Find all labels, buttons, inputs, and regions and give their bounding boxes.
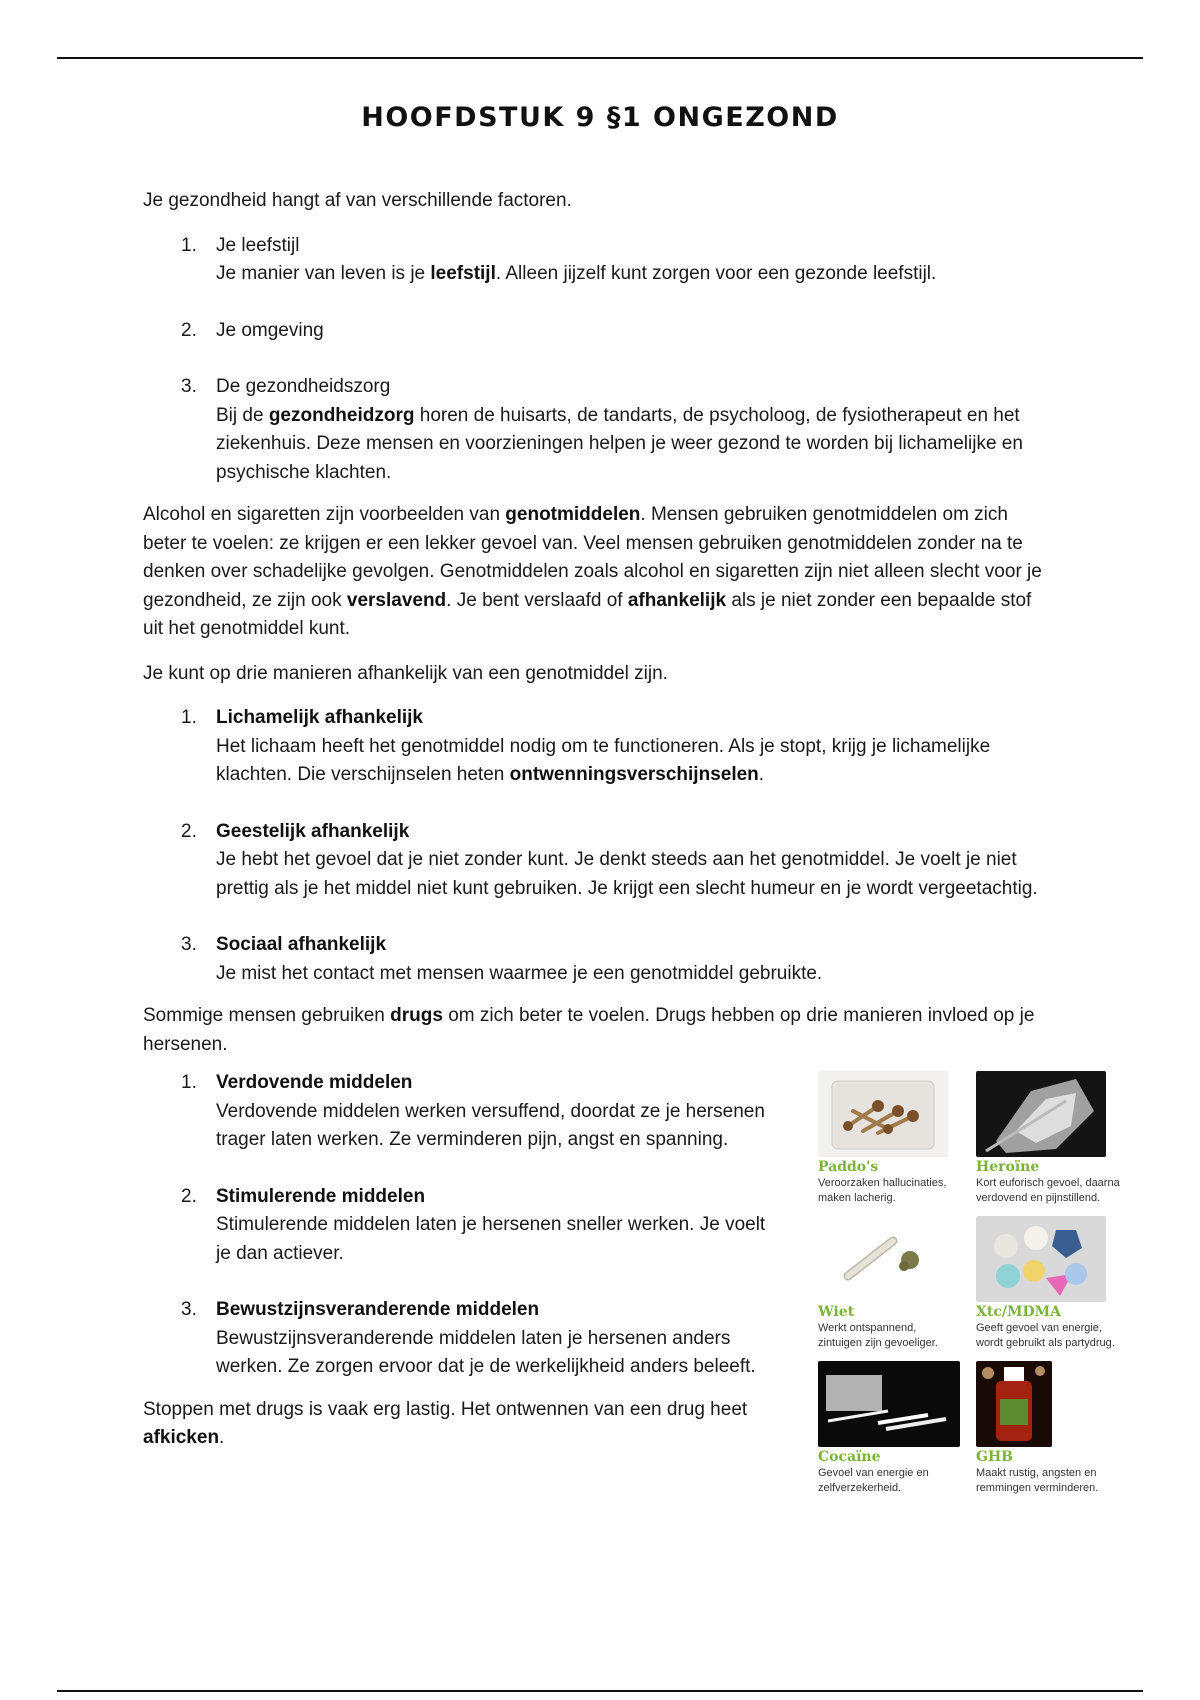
page-title: HOOFDSTUK 9 §1 ONGEZOND bbox=[361, 102, 839, 133]
item-title: Sociaal afhankelijk bbox=[216, 934, 387, 955]
item-body: Je manier van leven is je leefstijl. Alleen jijzelf kunt zorgen voor een gezonde leefstijl. bbox=[216, 263, 937, 284]
drug-name: Heroïne bbox=[976, 1159, 1040, 1175]
drug-card-heroine bbox=[976, 1071, 1134, 1206]
drug-description: Gevoel van energie en zelfverzekerheid. bbox=[818, 1467, 929, 1494]
list-item: 2. Je omgeving bbox=[143, 317, 1043, 346]
factors-list bbox=[143, 232, 1043, 488]
intro-paragraph: Je gezondheid hangt af van verschillende factoren. bbox=[143, 190, 572, 211]
drug-description: Werkt ontspannend, zintuigen zijn gevoeliger. bbox=[818, 1322, 938, 1349]
middelen-list bbox=[143, 1069, 783, 1382]
genotmiddelen-paragraph: Alcohol en sigaretten zijn voorbeelden van genotmiddelen. Mensen gebruiken genotmiddelen om zich beter te voelen: ze krijgen er een lekker gevoel van. Veel mensen gebruiken genotmiddelen zonder na te denken over schadelijke gevolgen. Genotmiddelen zoals alcohol en sigaretten zijn niet alleen slecht voor je gezondheid, ze zijn ook verslavend. Je bent verslaafd of afhankelijk als je niet zonder een bepaalde stof uit het genotmiddel kunt. bbox=[143, 504, 1042, 639]
drugs-image-panel bbox=[818, 1071, 1148, 1496]
afhankelijk-intro: Je kunt op drie manieren afhankelijk van een genotmiddel zijn. bbox=[143, 662, 668, 684]
item-title: De gezondheidszorg bbox=[216, 376, 391, 397]
wiet-photo-icon bbox=[818, 1216, 948, 1302]
stoppen-paragraph: Stoppen met drugs is vaak erg lastig. Het ontwennen van een drug heet afkicken. bbox=[143, 1398, 748, 1448]
drug-description: Geeft gevoel van energie, wordt gebruikt als partydrug. bbox=[976, 1322, 1115, 1349]
drug-card-xtc bbox=[976, 1216, 1134, 1351]
drug-description: Veroorzaken hallucinaties, maken lacherig. bbox=[818, 1177, 947, 1204]
list-item: 1. Lichamelijk afhankelijk Het lichaam heeft het genotmiddel nodig om te functioneren. Als je stopt, krijg je lichamelijke klachten. Die verschijnselen heten ontwenningsverschijnselen. bbox=[143, 704, 1043, 790]
drug-name: Xtc/MDMA bbox=[976, 1304, 1061, 1320]
drug-card-wiet bbox=[818, 1216, 976, 1351]
item-body: Stimulerende middelen laten je hersenen sneller werken. Je voelt je dan actiever. bbox=[216, 1214, 766, 1264]
item-body: Het lichaam heeft het genotmiddel nodig om te functioneren. Als je stopt, krijg je lichamelijke klachten. Die verschijnselen heten ontwenningsverschijnselen. bbox=[216, 735, 991, 785]
item-title: Stimulerende middelen bbox=[216, 1185, 426, 1207]
paddo-photo-icon bbox=[818, 1071, 948, 1157]
list-item: 2. Stimulerende middelen Stimulerende middelen laten je hersenen sneller werken. Je voelt je dan actiever. bbox=[143, 1183, 783, 1269]
drugs-intro: Sommige mensen gebruiken drugs om zich beter te voelen. Drugs hebben op drie manieren invloed op je hersenen. bbox=[143, 1005, 1035, 1055]
item-body: Je mist het contact met mensen waarmee je een genotmiddel gebruikte. bbox=[216, 962, 823, 984]
list-item: 3. De gezondheidszorg Bij de gezondheidzorg horen de huisarts, de tandarts, de psycholoog, de fysiotherapeut en het ziekenhuis. Deze mensen en voorzieningen helpen je weer gezond te worden bij lichamelijke en psychische klachten. bbox=[143, 373, 1043, 487]
bottom-rule bbox=[57, 1690, 1143, 1692]
list-item: 3. Bewustzijnsveranderende middelen Bewustzijnsveranderende middelen laten je hersenen anders werken. Ze zorgen ervoor dat je de werkelijkheid anders beleeft. bbox=[143, 1296, 783, 1382]
item-title: Je leefstijl bbox=[216, 234, 300, 256]
drug-name: Paddo's bbox=[818, 1159, 879, 1175]
drug-card-cocaine bbox=[818, 1361, 976, 1496]
drug-name: Cocaïne bbox=[818, 1449, 881, 1465]
list-item: 3. Sociaal afhankelijk Je mist het contact met mensen waarmee je een genotmiddel gebruikte. bbox=[143, 931, 1043, 988]
drug-description: Maakt rustig, angsten en remmingen verminderen. bbox=[976, 1467, 1099, 1494]
item-body: Verdovende middelen werken versuffend, doordat ze je hersenen trager laten werken. Ze verminderen pijn, angst en spanning. bbox=[216, 1100, 765, 1150]
cocaine-photo-icon bbox=[818, 1361, 960, 1447]
list-item: 1. Je leefstijl Je manier van leven is je leefstijl. Alleen jijzelf kunt zorgen voor een gezonde leefstijl. bbox=[143, 232, 1043, 289]
item-title: Je omgeving bbox=[216, 319, 324, 341]
top-rule bbox=[57, 57, 1143, 59]
list-item: 1. Verdovende middelen Verdovende middelen werken versuffend, doordat ze je hersenen trager laten werken. Ze verminderen pijn, angst en spanning. bbox=[143, 1069, 783, 1155]
drug-name: GHB bbox=[976, 1449, 1014, 1465]
afhankelijk-list bbox=[143, 704, 1043, 988]
xtc-photo-icon bbox=[976, 1216, 1106, 1302]
item-title: Bewustzijnsveranderende middelen bbox=[216, 1299, 540, 1320]
drug-card-paddos bbox=[818, 1071, 976, 1206]
drug-name: Wiet bbox=[818, 1304, 855, 1320]
drug-card-ghb bbox=[976, 1361, 1134, 1496]
heroine-photo-icon bbox=[976, 1071, 1106, 1157]
drug-description: Kort euforisch gevoel, daarna verdovend en pijnstillend. bbox=[976, 1177, 1120, 1204]
item-body: Bij de gezondheidzorg horen de huisarts, de tandarts, de psycholoog, de fysiotherapeut en het ziekenhuis. Deze mensen en voorzieningen helpen je weer gezond te worden bij lichamelijke en psychische klachten. bbox=[216, 404, 1023, 483]
item-title: Geestelijk afhankelijk bbox=[216, 820, 410, 842]
item-title: Lichamelijk afhankelijk bbox=[216, 707, 423, 728]
item-title: Verdovende middelen bbox=[216, 1072, 413, 1093]
item-body: Je hebt het gevoel dat je niet zonder kunt. Je denkt steeds aan het genotmiddel. Je voelt je niet prettig als je het middel niet kunt gebruiken. Je krijgt een slecht humeur en je wordt vergeetachtig. bbox=[216, 849, 1038, 899]
list-item: 2. Geestelijk afhankelijk Je hebt het gevoel dat je niet zonder kunt. Je denkt steeds aan het genotmiddel. Je voelt je niet prettig als je het middel niet kunt gebruiken. Je krijgt een slecht humeur en je wordt vergeetachtig. bbox=[143, 818, 1043, 904]
item-body: Bewustzijnsveranderende middelen laten je hersenen anders werken. Ze zorgen ervoor dat je de werkelijkheid anders beleeft. bbox=[216, 1327, 756, 1377]
ghb-photo-icon bbox=[976, 1361, 1052, 1447]
